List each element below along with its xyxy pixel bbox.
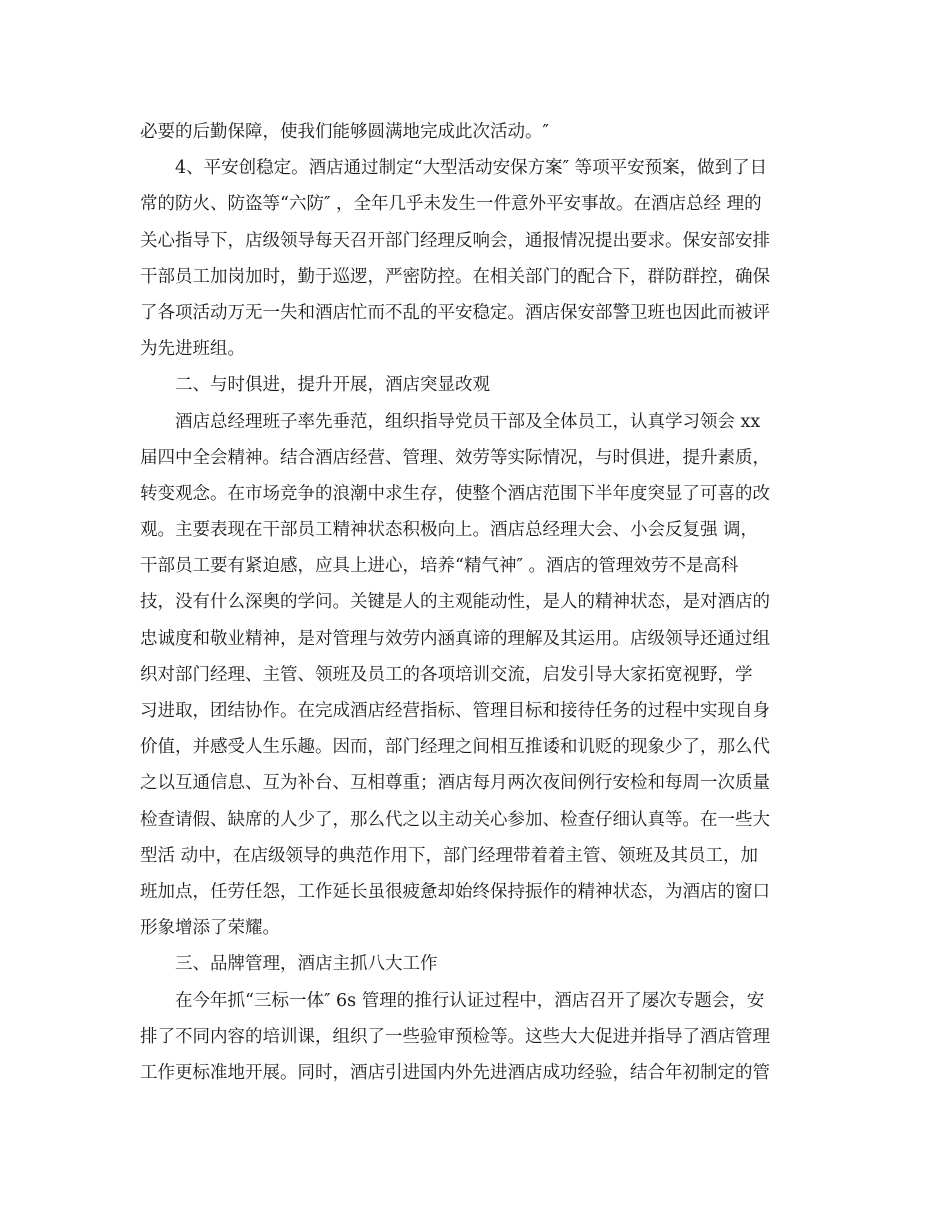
text-line: 技，没有什么深奥的学问。关键是人的主观能动性，是人的精神状态，是对酒店的 xyxy=(140,592,770,613)
text-line: 在今年抓“三标一体″ 6s 管理的推行认证过程中，酒店召开了屡次专题会，安 xyxy=(175,990,765,1011)
text-line: 酒店总经理班子率先垂范，组织指导党员干部及全体员工，认真学习领会 xx xyxy=(175,411,761,432)
text-line: 二、与时俱进，提升开展，酒店突显改观 xyxy=(175,375,490,396)
text-line: 必要的后勤保障，使我们能够圆满地完成此次活动。″ xyxy=(140,122,550,142)
text-line: 为先进班组。 xyxy=(140,339,245,360)
text-line: 关心指导下，店级领导每天召开部门经理反响会，通报情况提出要求。保安部安排 xyxy=(140,230,770,251)
text-line: 转变观念。在市场竞争的浪潮中求生存，使整个酒店范围下半年度突显了可喜的改 xyxy=(140,483,770,504)
text-line: 形象增添了荣耀。 xyxy=(140,918,280,939)
text-line: 忠诚度和敬业精神，是对管理与效劳内涵真谛的理解及其运用。店级领导还通过组 xyxy=(140,628,770,649)
document-body xyxy=(140,114,820,1091)
text-line: 三、品牌管理，酒店主抓八大工作 xyxy=(175,954,438,975)
text-line: 观。主要表现在干部员工精神状态积极向上。酒店总经理大会、小会反复强 调， xyxy=(140,520,759,541)
text-line: 班加点，任劳任怨，工作延长虽很疲惫却始终保持振作的精神状态，为酒店的窗口 xyxy=(140,881,770,902)
text-line: 习进取，团结协作。在完成酒店经营指标、管理目标和接待任务的过程中实现自身 xyxy=(140,701,770,721)
text-line: 排了不同内容的培训课，组织了一些验审预检等。这些大大促进并指导了酒店管理 xyxy=(140,1026,770,1047)
text-line: 届四中全会精神。结合酒店经营、管理、效劳等实际情况，与时俱进，提升素质， xyxy=(140,447,770,468)
text-line: 常的防火、防盗等“六防″ ，全年几乎未发生一件意外平安事故。在酒店总经 理的 xyxy=(140,194,762,215)
text-line: 检查请假、缺席的人少了，那么代之以主动关心参加、检查仔细认真等。在一些大 xyxy=(140,809,770,830)
text-line: 工作更标准地开展。同时，酒店引进国内外先进酒店成功经验，结合年初制定的管 xyxy=(140,1062,770,1083)
text-line: 型活 动中，在店级领导的典范作用下，部门经理带着着主管、领班及其员工，加 xyxy=(140,845,759,866)
text-line: 之以互通信息、互为补台、互相尊重；酒店每月两次夜间例行安检和每周一次质量 xyxy=(140,773,770,794)
text-line: 织对部门经理、主管、领班及员工的各项培训交流，启发引导大家拓宽视野，学 xyxy=(140,664,753,685)
text-line: 价值，并感受人生乐趣。因而，部门经理之间相互推诿和讥贬的现象少了，那么代 xyxy=(140,737,770,758)
text-line: 干部员工加岗加时，勤于巡逻，严密防控。在相关部门的配合下，群防群控，确保 xyxy=(140,266,770,287)
text-line: 干部员工要有紧迫感，应具上进心，培养“精气神″ 。酒店的管理效劳不是高科 xyxy=(140,556,739,577)
text-line: 4、平安创稳定。酒店通过制定“大型活动安保方案″ 等项平安预案，做到了日 xyxy=(175,158,768,179)
text-line: 了各项活动万无一失和酒店忙而不乱的平安稳定。酒店保安部警卫班也因此而被评 xyxy=(140,302,770,323)
